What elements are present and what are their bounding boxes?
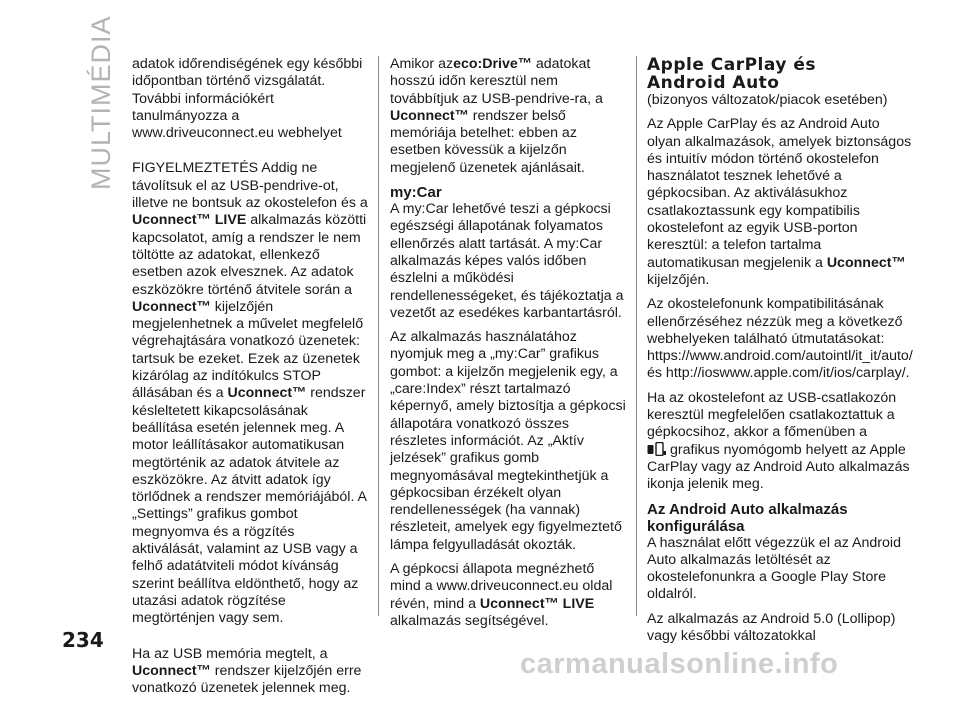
col2-paragraph-3: Az alkalmazás használatához nyomjuk meg a „my:Car” grafikus gombot: a kijelzőn megjelenik egy, a „care:Index” részt tartalmazó képernyő, amely biztosítja a gépkocsi állapotára vonatkozó összes részletes információt. Az „Aktív jelzések” grafikus gomb megnyomásával megtekinthetjük a gépkocsiban érzékelt olyan rendellenességek (ha vannak) részleteit, amelyek egy figyelmeztető lámpa felgyulladását okozták.	[390, 329, 626, 553]
col2-paragraph-4: A gépkocsi állapota megnézhető mind a www.driveuconnect.eu oldal révén, mind a Uconnect™ LIVE alkalmazás segítségével.	[390, 561, 613, 629]
col1-paragraph-1: adatok időrendiségének egy későbbi időpontban történő vizsgálatát. További információkért tanulmányozza a www.driveuconnect.eu webhelyet	[132, 56, 363, 142]
smartphone-icon	[647, 442, 667, 456]
watermark: carmanualsonline.info	[520, 648, 839, 680]
column-3	[647, 56, 917, 652]
mycar-heading: my:Car	[390, 184, 442, 202]
col3-paragraph-2: Az okostelefonunk kompatibilitásának ellenőrzéséhez nézzük meg a következő webhelyeken található útmutatásokat: https://www.android.com/autointl/it_it/auto/ és http://ioswww.apple.com/it/ios/carplay/.	[647, 296, 913, 382]
carplay-heading: Apple CarPlay és Android Auto	[647, 55, 816, 93]
section-side-title	[86, 15, 126, 190]
side-title-text: MULTIMÉDIA	[86, 15, 116, 190]
column-divider-1	[378, 56, 379, 616]
android-auto-config-heading: Az Android Auto alkalmazás konfigurálása	[647, 500, 848, 535]
column-1	[132, 56, 368, 704]
col2-paragraph-2: A my:Car lehetővé teszi a gépkocsi egészségi állapotának folyamatos ellenőrzés alatt tartását. A my:Car alkalmazás képes valós időben észlelni a működési rendellenességeket, és tájékoztatja a vezetőt az esedékes karbantartásról.	[390, 201, 624, 321]
column-2	[390, 56, 626, 637]
column-divider-2	[636, 56, 637, 616]
col2-paragraph-1: Amikor azeco:Drive™ adatokat hosszú időn keresztül nem továbbítjuk az USB-pendrive-ra, a Uconnect™ rendszer belső memóriája betelhet: ebben az esetben kövessük a kijelzőn megjelenő üzenetek ajánlásait.	[390, 56, 603, 176]
col1-paragraph-3: Ha az USB memória megtelt, a Uconnect™ rendszer kijelzőjén erre vonatkozó üzenetek jelennek meg.	[132, 645, 362, 697]
col3-paragraph-3: Ha az okostelefont az USB-csatlakozón keresztül megfelelően csatlakoztattuk a gépkocsihoz, akkor a főmenüben a grafikus nyomógomb helyett az Apple CarPlay vagy az Android Auto alkalmazás ikonja jelenik meg.	[647, 389, 910, 493]
col3-paragraph-4: A használat előtt végezzük el az Android Auto alkalmazás letöltését az okostelefonunkra a Google Play Store oldalról.	[647, 534, 901, 603]
page-number: 234	[62, 628, 104, 652]
col1-paragraph-warning: FIGYELMEZTETÉS Addig ne távolítsuk el az USB-pendrive-ot, illetve ne bontsuk az okostelefon és a Uconnect™ LIVE alkalmazás közötti kapcsolatot, amíg a rendszer le nem töltötte az adatokat, ellenkező esetben azok elvesznek. Az adatok eszközökre történő átvitele során a Uconnect™ kijelzőjén megjelenhetnek a művelet megfelelő végrehajtására vonatkozó üzenetek: tartsuk be ezeket. Ezek az üzenetek kizárólag az indítókulcs STOP állásában és a Uconnect™ rendszer késleltetett kikapcsolásának beállítása esetén jelennek meg. A motor leállításakor automatikusan megtörténik az adatok átvitele az eszközökre. Az átvitt adatok így törlődnek a rendszer memóriájából. A „Settings” grafikus gombot megnyomva és a rögzítés aktiválását, valamint az USB vagy a felhő adatátviteli módot kívánság szerint beállítva eldönthető, hogy az utazási adatok rögzítése megtörténjen vagy sem.	[132, 160, 368, 627]
col3-paragraph-1: Az Apple CarPlay és az Android Auto olyan alkalmazások, amelyek biztonságos és intuitív módon történő okostelefon használatot tesznek lehetővé a gépkocsiban. Az aktiválásukhoz csatlakoztassunk egy kompatibilis okostelefont az egyik USB-porton keresztül: a telefon tartalma automatikusan megjelenik a Uconnect™ kijelzőjén.	[647, 116, 912, 288]
col3-paragraph-5: Az alkalmazás az Android 5.0 (Lollipop) vagy későbbi változatokkal	[647, 610, 896, 645]
carplay-subtitle: (bizonyos változatok/piacok esetében)	[647, 92, 888, 108]
